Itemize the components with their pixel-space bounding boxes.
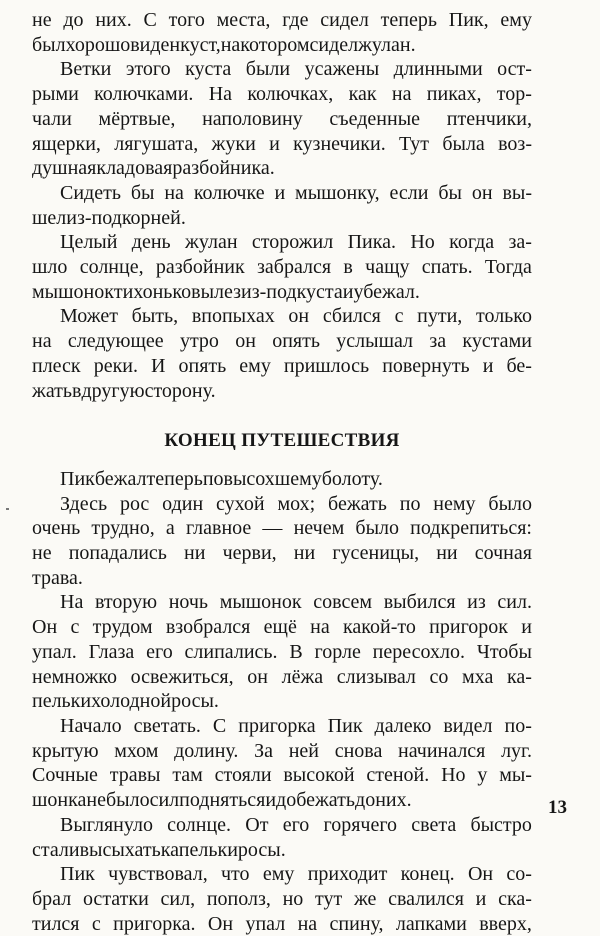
text-line: крытую мхом долину. За ней снова начинался луг. [32,739,532,762]
text-line: Ветки этого куста были усажены длинными ост- [60,58,532,81]
page-text [32,8,532,936]
text-line: не попадались ни черви, ни гусеницы, ни сочная [32,542,532,565]
text-line: рыми колючками. На колючках, как на пиках, тор- [32,83,532,106]
text-line: Пик чувствовал, что ему приходит конец. Он со- [60,863,532,886]
text-line: шонка не было сил подняться и добежать до них. [32,789,412,812]
chapter-text [32,467,532,936]
text-line: пельки холодной росы. [32,690,219,713]
text-line: ящерки, лягушата, жуки и кузнечики. Тут была воз- [32,132,532,155]
text-line: Выглянуло солнце. От его горячего света быстро [60,813,532,836]
text-line: шло солнце, разбойник забрался в чащу спать. Тогда [32,256,532,279]
text-line: Пик бежал теперь по высохшему болоту. [60,467,383,490]
text-line: был хорошо виден куст, на котором сидел жулан. [32,33,416,56]
text-line: брал остатки сил, пополз, но тут же свалился и ска- [32,887,532,910]
text-line: Целый день жулан сторожил Пика. Но когда за- [60,231,532,254]
text-line: жать в другую сторону. [32,379,216,402]
text-line: не до них. С того места, где сидел теперь Пик, ему [32,9,532,31]
chapter-ending-text [32,8,532,403]
text-line: немножко освежиться, он лёжа слизывал со мха ка- [32,665,532,688]
text-line: Здесь рос один сухой мох; бежать по нему было [60,492,532,515]
chapter-heading: КОНЕЦ ПУТЕШЕСТВИЯ [164,430,400,452]
text-line: Может быть, впопыхах он сбился с пути, только [60,305,532,328]
text-line: на следующее утро он опять услышал за кустами [32,330,532,353]
text-line: стали высыхать капельки росы. [32,838,286,861]
text-line: тился с пригорка. Он упал на спину, лапками вверх, [32,912,532,935]
page-number: 13 [548,797,567,818]
text-line: упал. Глаза его слипались. В горле пересохло. Чтобы [32,640,532,663]
text-line: На вторую ночь мышонок совсем выбился из сил. [60,591,532,614]
text-line: чали мёртвые, наполовину съеденные птенчики, [32,107,532,130]
text-line: Начало светать. С пригорка Пик далеко видел по- [60,714,532,737]
text-line: плеск реки. И опять ему пришлось повернуть и бе- [32,354,532,377]
text-line: трава. [32,566,83,589]
text-line: мышонок тихонько вылез из-под куста и убежал. [32,280,420,303]
text-line: Он с трудом взобрался ещё на какой-то пригорок и [32,616,532,639]
text-line: Сидеть бы на колючке и мышонку, если бы он вы- [60,181,532,204]
text-line: душная кладовая разбойника. [32,157,275,180]
text-line: очень трудно, а главное — нечем было подкрепиться: [32,517,532,540]
print-speck [6,508,9,510]
text-line: Сочные травы там стояли высокой стеной. Но у мы- [32,764,532,787]
text-line: шел из-под корней. [32,206,186,229]
